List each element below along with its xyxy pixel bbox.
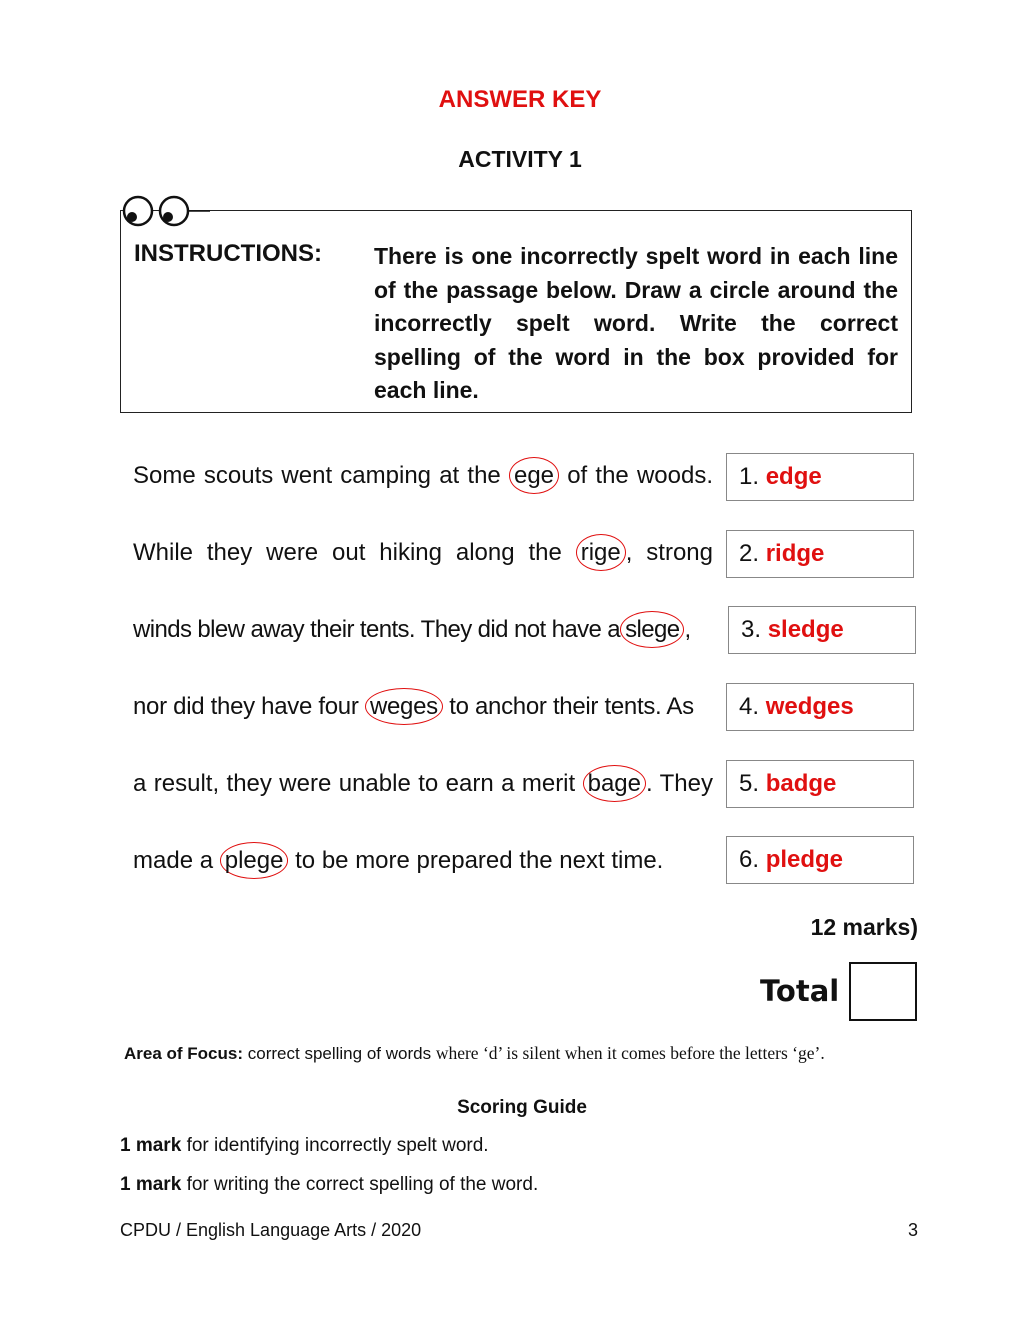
circled-word: weges — [365, 688, 443, 725]
line-text: of the woods. — [567, 462, 713, 489]
answer-box-4 — [726, 683, 914, 731]
scoring-item — [120, 1135, 489, 1157]
circled-word: rige — [576, 534, 626, 571]
passage-line-5 — [133, 770, 713, 798]
answer-word: edge — [765, 463, 822, 490]
answer-box-1 — [726, 453, 914, 501]
answer-word: pledge — [765, 846, 844, 873]
answer-entry — [739, 463, 822, 491]
total-score-box[interactable] — [849, 962, 917, 1021]
line-text: nor did they have four — [133, 693, 359, 720]
circled-word: bage — [583, 765, 646, 802]
answer-box-3 — [728, 606, 916, 654]
answer-word: ridge — [765, 540, 825, 567]
answer-box-5 — [726, 760, 914, 808]
passage-line-1 — [133, 462, 713, 490]
focus-label: Area of Focus: — [124, 1044, 244, 1063]
circled-word: ege — [509, 457, 559, 494]
marks-label: 12 marks) — [810, 914, 918, 940]
focus-text: where ‘d’ is silent when it comes before the letters ‘ge’. — [435, 1043, 825, 1063]
focus-text: correct spelling of words — [247, 1044, 432, 1063]
passage-line-2 — [133, 539, 713, 567]
answer-box-6 — [726, 836, 914, 884]
answer-entry — [739, 693, 854, 721]
area-of-focus — [124, 1043, 825, 1064]
scoring-text: for identifying incorrectly spelt word. — [186, 1135, 489, 1156]
answer-number: 2. — [739, 540, 760, 567]
answer-box-2 — [726, 530, 914, 578]
footer-text: CPDU / English Language Arts / 2020 — [120, 1220, 422, 1240]
answer-entry — [741, 616, 844, 644]
passage-line-4 — [133, 693, 713, 721]
line-text: winds blew away their tents. They did not have a — [133, 616, 621, 643]
answer-entry — [739, 540, 824, 568]
total-label: Total — [760, 974, 840, 1008]
instructions-text: There is one incorrectly spelt word in each line of the passage below. Draw a circle around the incorrectly spelt word. Write the correct spelling of the word in the box provided for each line. — [374, 243, 898, 403]
answer-entry — [739, 846, 843, 874]
answer-word: badge — [765, 770, 837, 797]
line-text: . They — [646, 770, 714, 797]
circled-word: plege — [220, 842, 289, 879]
answer-number: 1. — [739, 463, 760, 490]
line-text: While they were out hiking along the — [133, 539, 562, 566]
line-text: to be more prepared the next time. — [295, 847, 664, 874]
answer-word: sledge — [767, 616, 844, 643]
scoring-text: for writing the correct spelling of the word. — [186, 1174, 539, 1195]
scoring-mark: 1 mark — [120, 1174, 182, 1195]
answer-number: 6. — [739, 846, 760, 873]
instructions-label: INSTRUCTIONS: — [134, 240, 322, 267]
answer-number: 3. — [741, 616, 762, 643]
scoring-guide-title: Scoring Guide — [457, 1097, 587, 1118]
line-text: , — [684, 616, 691, 643]
line-text: , strong — [625, 539, 713, 566]
scoring-item — [120, 1174, 538, 1196]
eyes-icon — [118, 195, 210, 227]
answer-word: wedges — [765, 693, 854, 720]
answer-entry — [739, 770, 836, 798]
passage-line-3 — [133, 616, 713, 644]
passage-line-6 — [133, 847, 713, 875]
line-text: to anchor their tents. As — [449, 693, 694, 720]
answer-key-heading: ANSWER KEY — [438, 86, 602, 113]
scoring-mark: 1 mark — [120, 1135, 182, 1156]
answer-number: 5. — [739, 770, 760, 797]
answer-number: 4. — [739, 693, 760, 720]
page-number: 3 — [907, 1220, 918, 1240]
activity-heading: ACTIVITY 1 — [458, 146, 582, 172]
line-text: made a — [133, 847, 214, 874]
line-text: Some scouts went camping at the — [133, 462, 501, 489]
line-text: a result, they were unable to earn a merit — [133, 770, 576, 797]
circled-word: slege — [620, 611, 684, 648]
